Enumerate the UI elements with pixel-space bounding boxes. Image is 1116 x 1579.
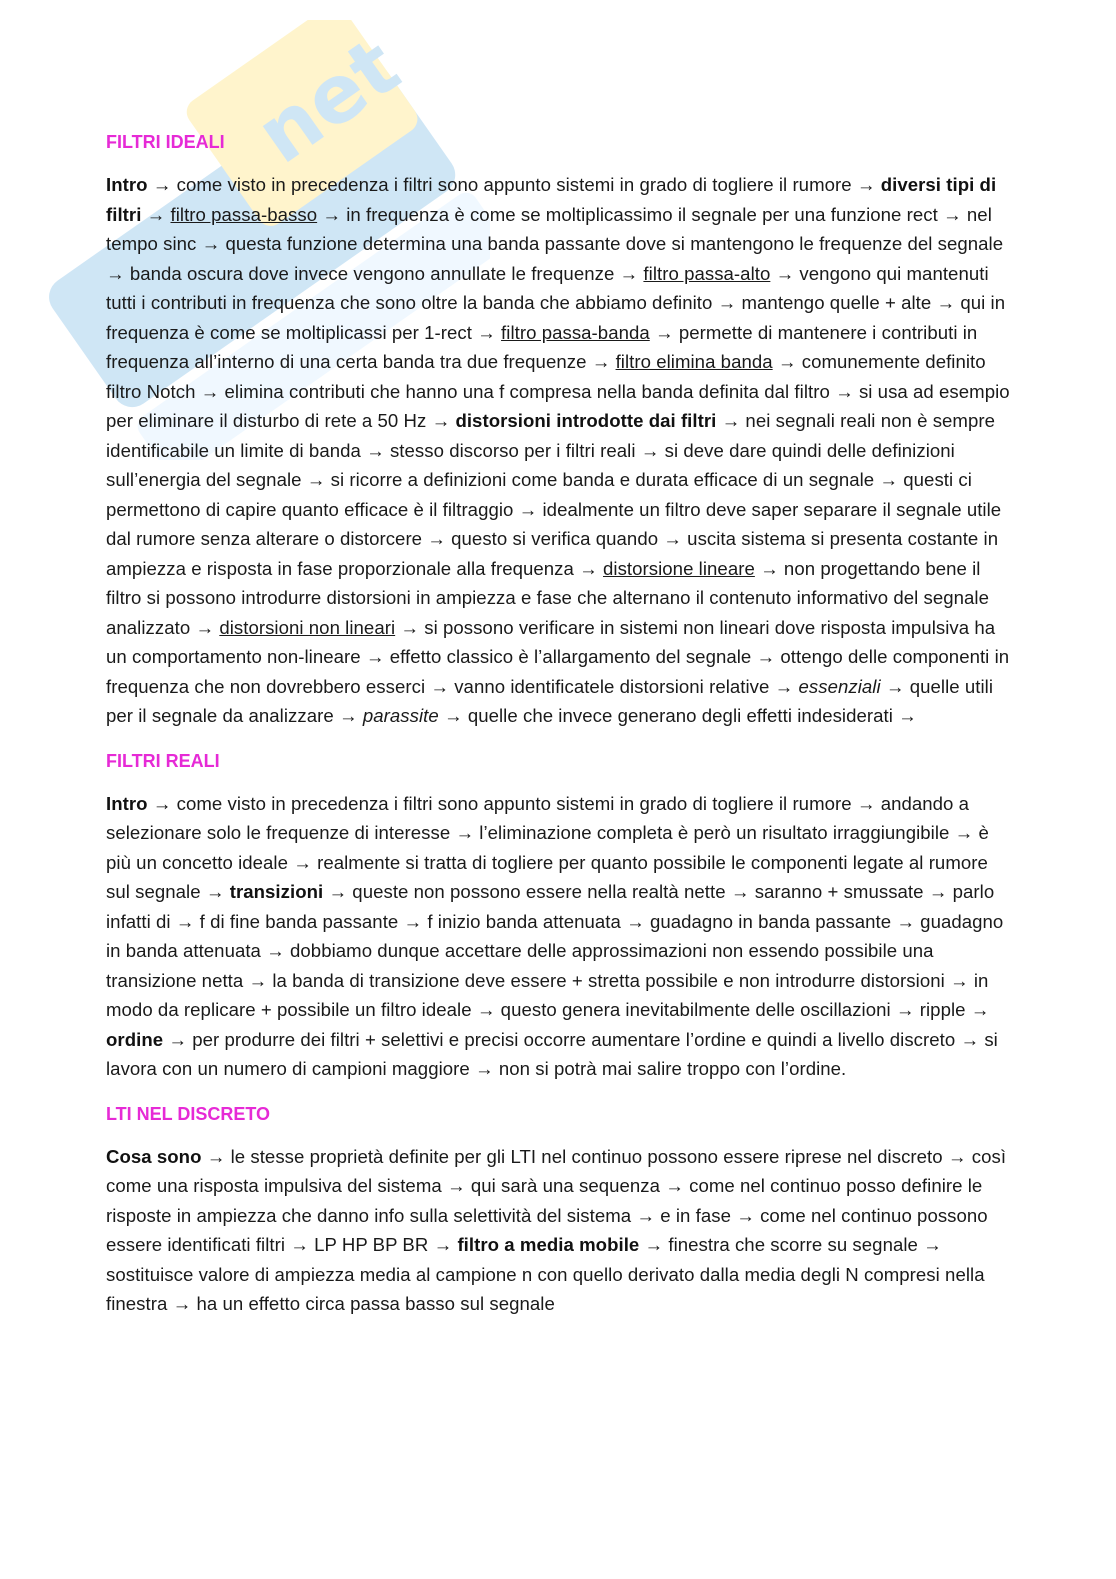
section-title-filtri-reali: FILTRI REALI [106,750,220,771]
lead-intro: Intro [106,174,148,195]
section-title-lti-nel-discreto: LTI NEL DISCRETO [106,1103,271,1124]
paragraph-filtri-ideali: Intro → come visto in precedenza i filtri sono appunto sistemi in grado di togliere il rumore → diversi tipi di filtri → filtro passa-basso → in frequenza è come se moltiplicassimo il segnale per una funzione rect → nel tempo sinc → questa funzione determina una banda passante dove si mantengono le frequenze del segnale → banda oscura dove invece vengono annullate le frequenze → filtro passa-alto → vengono qui mantenuti tutti i contributi in frequenza che sono oltre la banda che abbiamo definito → mantengo quelle + alte → qui in frequenza è come se moltiplicassi per 1-rect → filtro passa-banda → permette di mantenere i contributi in frequenza all’interno di una certa banda tra due frequenze → filtro elimina banda → comunemente definito filtro Notch → elimina contributi che hanno una f compresa nella banda definita dal filtro → si usa ad esempio per eliminare il disturbo di rete a 50 Hz → distorsioni introdotte dai filtri → nei segnali reali non è sempre identificabile un limite di banda → stesso discorso per i filtri reali → si deve dare quindi delle definizioni sull’energia del segnale → si ricorre a definizioni come banda e durata efficace di un segnale → questi ci permettono di capire quanto efficace è il filtraggio → idealmente un filtro deve saper separare il segnale utile dal rumore senza alterare o distorcere → questo si verifica quando → uscita sistema si presenta costante in ampiezza e risposta in fase proporzionale alla frequenza → distorsione lineare → non progettando bene il filtro si possono introdurre distorsioni in ampiezza e fase che alternano il contenuto informativo del segnale analizzato → distorsioni non lineari → si possono verificare in sistemi non lineari dove risposta impulsiva ha un comportamento non-lineare → effetto classico è l’allargamento del segnale → ottengo delle componenti in frequenza che non dovrebbero esserci → vanno identificatele distorsioni relative → essenziali → quelle utili per il segnale da analizzare → parassite → quelle che invece generano degli effetti indesiderati → [106,174,1010,726]
section-title-filtri-ideali: FILTRI IDEALI [106,132,225,152]
document-page [106,130,1011,1319]
arrow-icon: → [152,174,172,195]
lead-cosa-sono: Cosa sono [106,1145,202,1167]
paragraph-filtri-reali: Intro → come visto in precedenza i filtri sono appunto sistemi in grado di togliere il rumore → andando a selezionare solo le frequenze di interesse → l’eliminazione completa è però un risultato irraggiungibile → è più un concetto ideale → realmente si tratta di togliere per quanto possibile le componenti legate al rumore sul segnale → transizioni → queste non possono essere nella realtà nette → saranno + smussate → parlo infatti di → f di fine banda passante → f inizio banda attenuata → guadagno in banda passante → guadagno in banda attenuata → dobbiamo dunque accettare delle approssimazioni non essendo possibile una transizione netta → la banda di transizione deve essere + stretta possibile e non introdurre distorsioni → in modo da replicare + possibile un filtro ideale → questo genera inevitabilmente delle oscillazioni → ripple → ordine → per produrre dei filtri + selettivi e precisi occorre aumentare l’ordine e quindi a livello discreto → si lavora con un numero di campioni maggiore → non si potrà mai salire troppo con l’ordine. [106,792,1004,1079]
lead-intro: Intro [106,792,148,814]
arrow-icon: → [152,792,172,814]
paragraph-lti-nel-discreto: Cosa sono → le stesse proprietà definite per gli LTI nel continuo possono essere riprese nel discreto → così come una risposta impulsiva del sistema → qui sarà una sequenza → come nel continuo posso definire le risposte in ampiezza che danno info sulla selettività del sistema → e in fase → come nel continuo possono essere identificati filtri → LP HP BP BR → filtro a media mobile → finestra che scorre su segnale → sostituisce valore di ampiezza media al campione n con quello derivato dalla media degli N compresi nella finestra → ha un effetto circa passa basso sul segnale [106,1145,1007,1314]
svg-text:net: net [239,20,416,182]
